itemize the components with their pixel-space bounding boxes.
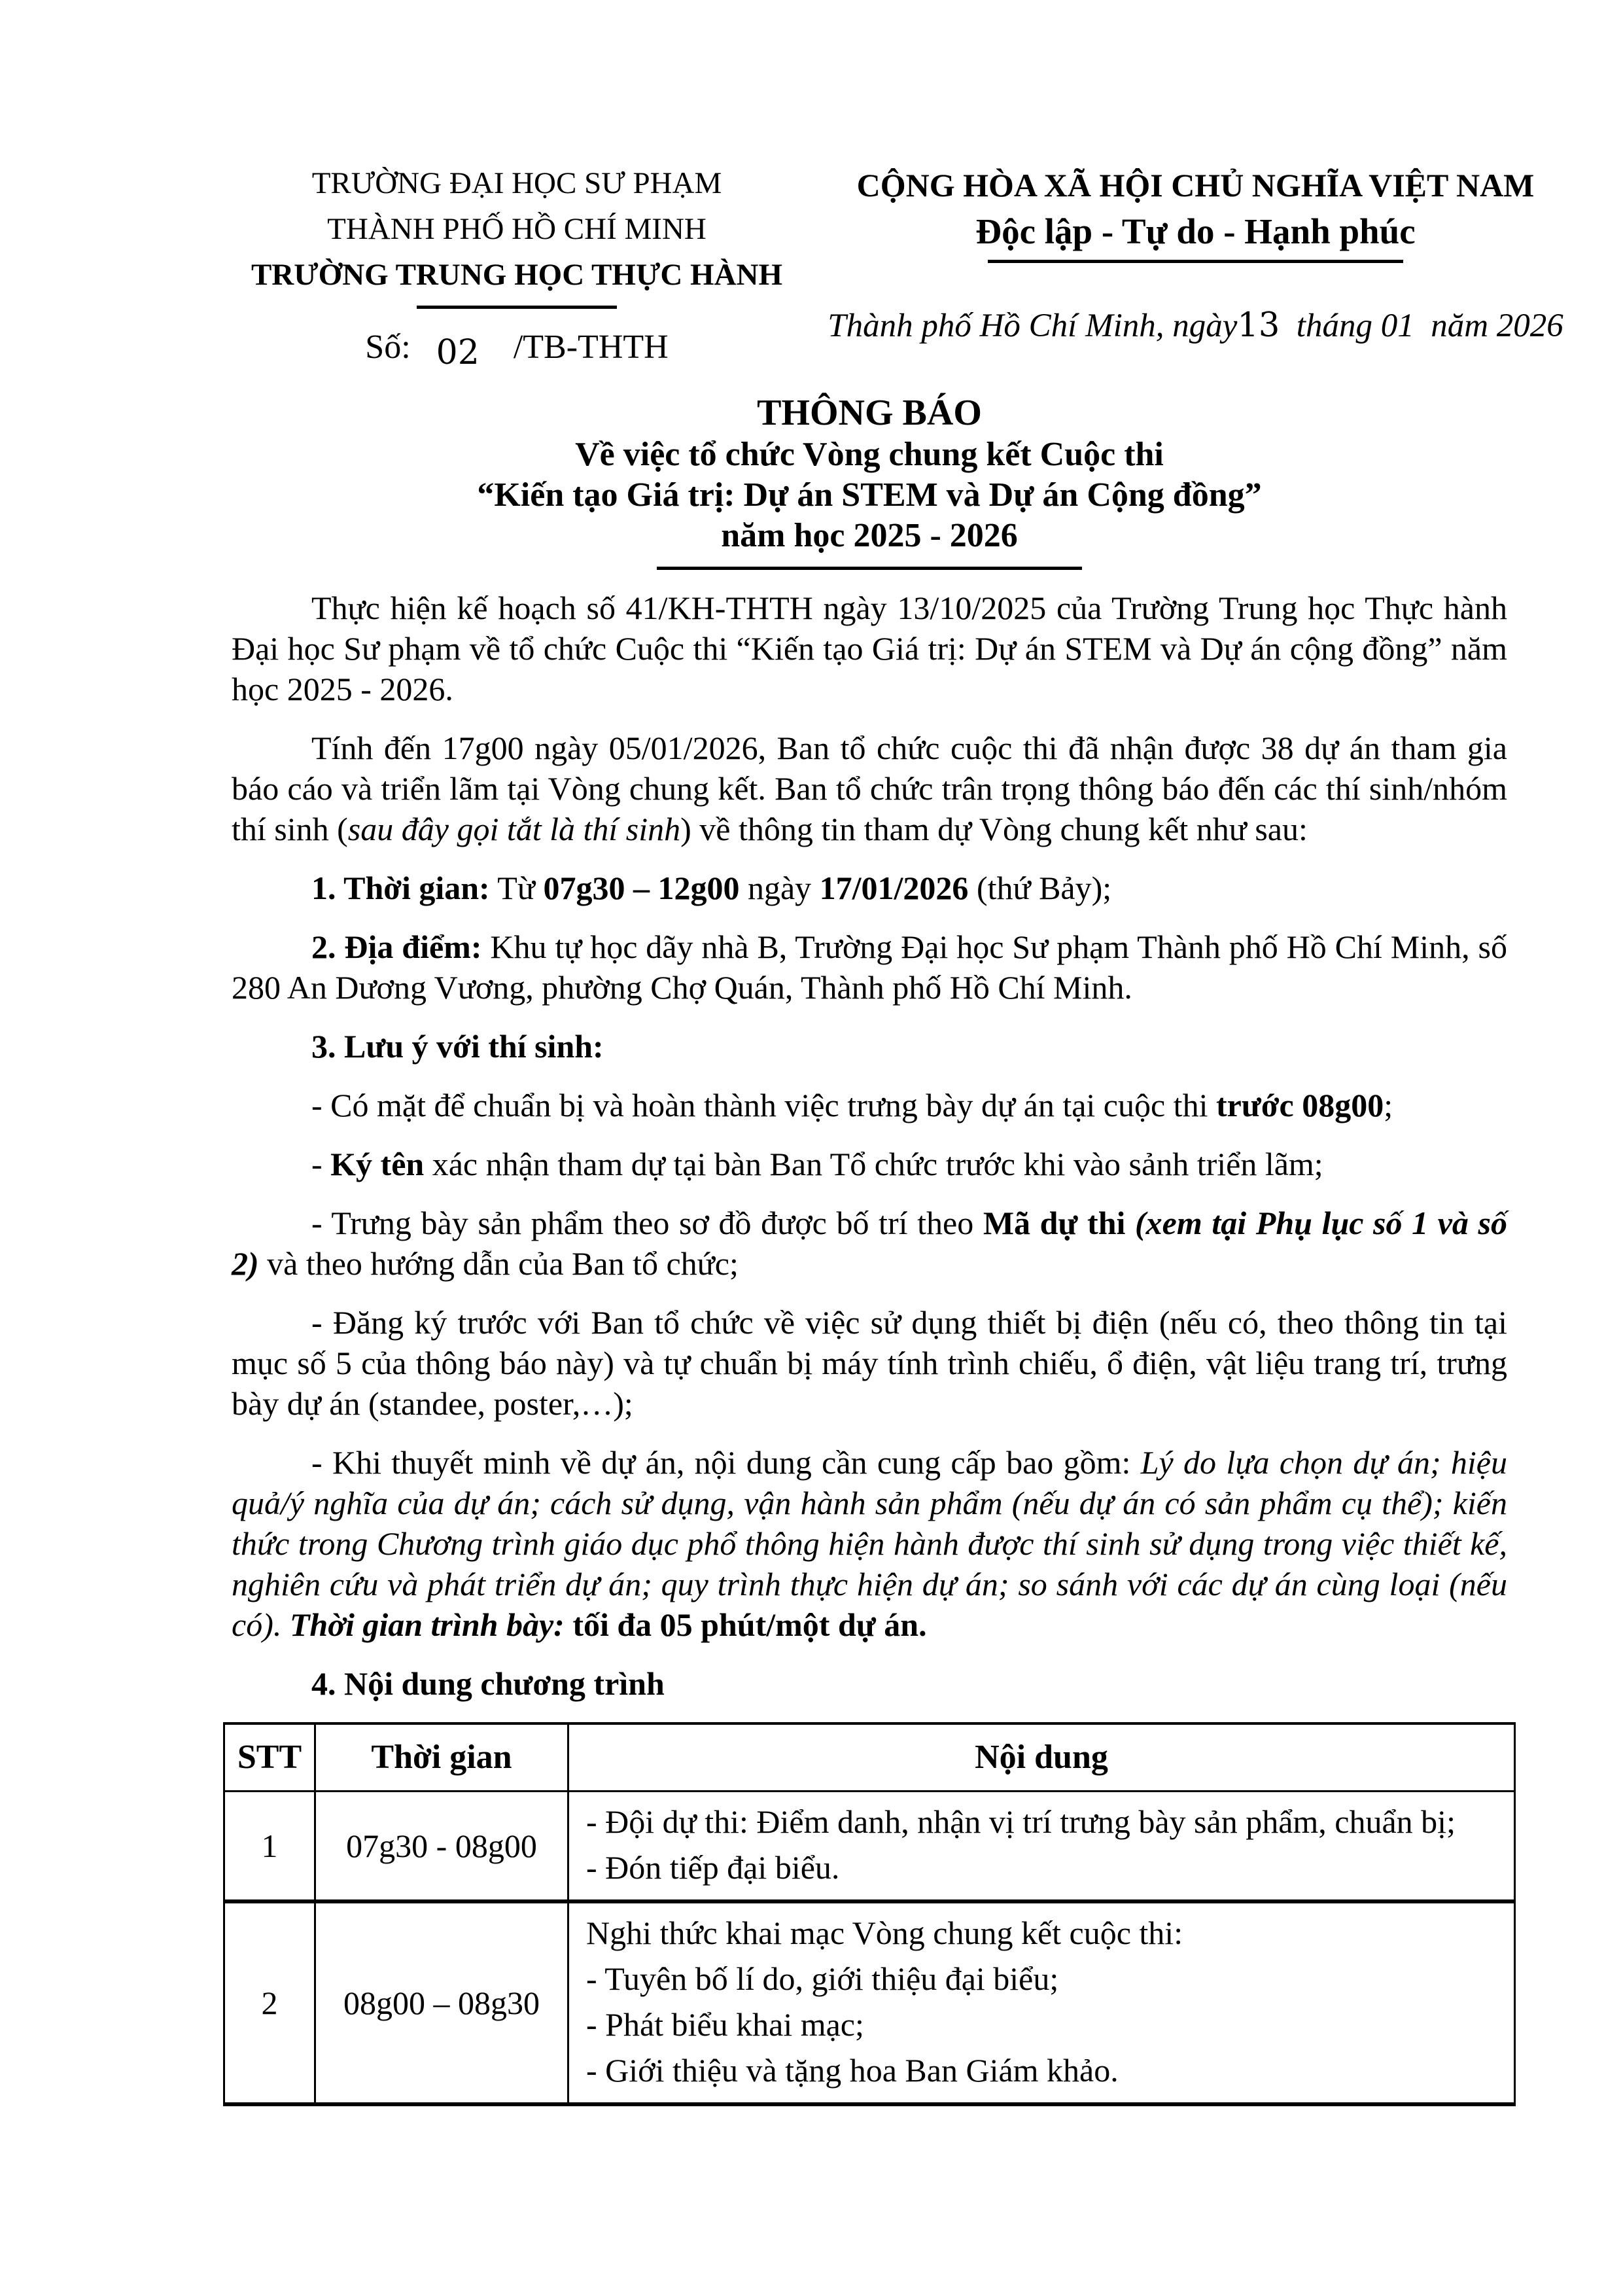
document-body bbox=[232, 588, 1507, 2106]
note-sign-in: - Ký tên xác nhận tham dự tại bàn Ban Tổ chức trước khi vào sảnh triển lãm; bbox=[311, 1146, 1323, 1182]
note-equipment: - Đăng ký trước với Ban tổ chức về việc sử dụng thiết bị điện (nếu có, theo thông tin tại mục số 5 của thông báo này) và tự chuẩn bị máy tính trình chiếu, ổ điện, vật liệu trang trí, trưng bày dự án (standee, poster,…); bbox=[232, 1304, 1507, 1422]
item-location: 2. Địa điểm: Khu tự học dãy nhà B, Trường Đại học Sư phạm Thành phố Hồ Chí Minh, số 280 An Dương Vương, phường Chợ Quán, Thành phố Hồ Chí Minh. bbox=[232, 928, 1507, 1006]
title-subject-line3: năm học 2025 - 2026 bbox=[721, 517, 1018, 554]
item-time: 1. Thời gian: Từ 07g30 – 12g00 ngày 17/01/2026 (thứ Bảy); bbox=[311, 870, 1112, 906]
note-presentation: - Khi thuyết minh về dự án, nội dung cần cung cấp bao gồm: Lý do lựa chọn dự án; hiệu quả/ý nghĩa của dự án; cách sử dụng, vận hành sản phẩm (nếu dự án có sản phẩm cụ thể); kiến thức trong Chương trình giáo dục phổ thông hiện hành được thí sinh sử dụng trong việc thiết kế, nghiên cứu và phát triển dự án; quy trình thực hiện dự án; so sánh với các dự án cùng loại (nếu có). Thời gian trình bày: tối đa 05 phút/một dự án. bbox=[232, 1444, 1507, 1643]
section-program-heading: 4. Nội dung chương trình bbox=[311, 1665, 665, 1702]
row1-content: - Đội dự thi: Điểm danh, nhận vị trí trưng bày sản phẩm, chuẩn bị; - Đón tiếp đại biểu. bbox=[568, 1792, 1515, 1902]
table-header-row bbox=[224, 1723, 1515, 1792]
title-subject-line1: Về việc tổ chức Vòng chung kết Cuộc thi bbox=[575, 436, 1164, 473]
table-header-time: Thời gian bbox=[315, 1723, 568, 1792]
org-name-line1: TRƯỜNG ĐẠI HỌC SƯ PHẠM bbox=[311, 166, 722, 200]
national-motto: Độc lập - Tự do - Hạnh phúc bbox=[975, 211, 1416, 251]
doc-number: Số: 02 /TB-THTH bbox=[365, 328, 669, 372]
paragraph-basis: Thực hiện kế hoạch số 41/KH-THTH ngày 13/10/2025 của Trường Trung học Thực hành Đại học Sư phạm về tổ chức Cuộc thi “Kiến tạo Giá trị: Dự án STEM và Dự án cộng đồng” năm học 2025 - 2026. bbox=[232, 590, 1507, 707]
motto-underline bbox=[988, 260, 1403, 263]
row2-content: Nghi thức khai mạc Vòng chung kết cuộc thi: - Tuyên bố lí do, giới thiệu đại biểu; - Phát biểu khai mạc; - Giới thiệu và tặng hoa Ban Giám khảo. bbox=[568, 1901, 1515, 2104]
title-underline bbox=[657, 567, 1082, 570]
note-arrival: - Có mặt để chuẩn bị và hoàn thành việc trưng bày dự án tại cuộc thi trước 08g00; bbox=[311, 1087, 1393, 1123]
title-subject-line2: “Kiến tạo Giá trị: Dự án STEM và Dự án Cộng đồng” bbox=[477, 476, 1262, 514]
org-name-line3: TRƯỜNG TRUNG HỌC THỰC HÀNH bbox=[251, 258, 783, 292]
national-name: CỘNG HÒA XÃ HỘI CHỦ NGHĨA VIỆT NAM bbox=[856, 167, 1535, 203]
place-dateline: Thành phố Hồ Chí Minh, ngày13 tháng 01 năm 2026 bbox=[828, 306, 1563, 345]
document-title: THÔNG BÁO bbox=[757, 393, 982, 433]
note-display-layout: - Trưng bày sản phẩm theo sơ đồ được bố trí theo Mã dự thi (xem tại Phụ lục số 1 và số 2) và theo hướng dẫn của Ban tổ chức; bbox=[232, 1205, 1508, 1282]
national-header-block bbox=[811, 160, 1580, 345]
issuing-org-block bbox=[222, 160, 811, 372]
row1-stt: 1 bbox=[224, 1792, 315, 1902]
row2-time: 08g00 – 08g30 bbox=[315, 1901, 568, 2104]
table-row bbox=[224, 1901, 1515, 2104]
org-underline bbox=[417, 306, 617, 309]
schedule-table bbox=[223, 1722, 1516, 2106]
row2-stt: 2 bbox=[224, 1901, 315, 2104]
table-header-content: Nội dung bbox=[568, 1723, 1515, 1792]
item-notes-heading: 3. Lưu ý với thí sinh: bbox=[311, 1028, 604, 1065]
table-header-stt: STT bbox=[224, 1723, 315, 1792]
paragraph-intro: Tính đến 17g00 ngày 05/01/2026, Ban tổ chức cuộc thi đã nhận được 38 dự án tham gia báo cáo và triển lãm tại Vòng chung kết. Ban tổ chức trân trọng thông báo đến các thí sinh/nhóm thí sinh (sau đây gọi tắt là thí sinh) về thông tin tham dự Vòng chung kết như sau: bbox=[232, 730, 1507, 847]
table-row bbox=[224, 1792, 1515, 1902]
row1-time: 07g30 - 08g00 bbox=[315, 1792, 568, 1902]
document-title-block bbox=[232, 391, 1507, 570]
org-name-line2: THÀNH PHỐ HỒ CHÍ MINH bbox=[327, 212, 707, 246]
